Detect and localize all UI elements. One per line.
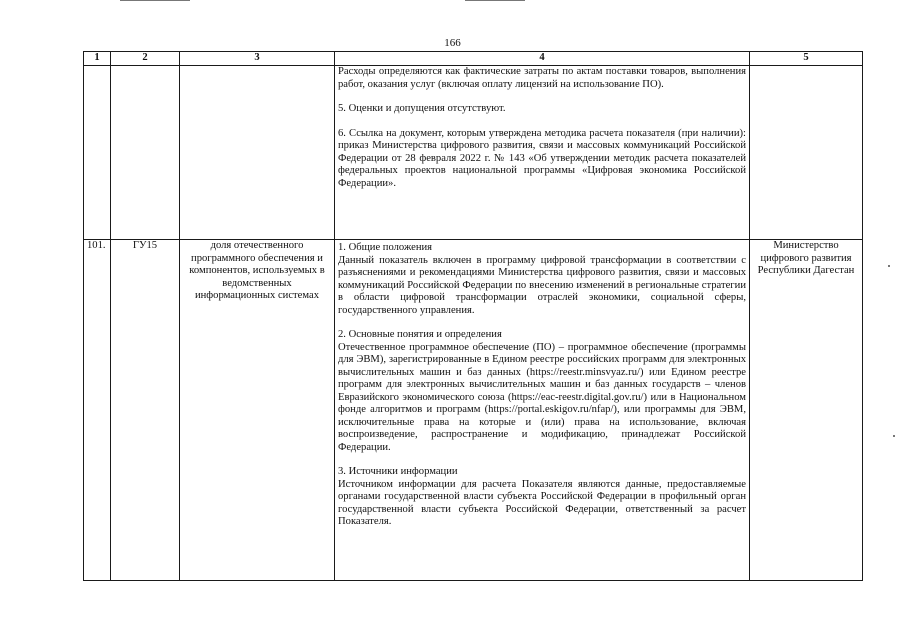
scan-artifact <box>893 435 895 437</box>
column-header-2: 2 <box>111 52 180 66</box>
table-row-continuation <box>84 66 863 240</box>
cell-number-empty <box>84 66 111 240</box>
cell-code-empty <box>111 66 180 240</box>
table-row <box>84 240 863 581</box>
section-title: 2. Основные понятия и определения <box>338 329 502 340</box>
column-header-4: 4 <box>335 52 750 66</box>
continuation-paragraph: Расходы определяются как фактические затраты по актам поставки товаров, выполнения работ, оказания услуг (включая оплату лицензий на использование ПО). <box>338 66 746 90</box>
row-indicator-name: доля отечественного программного обеспечения и компонентов, используемых в ведомственных информационных системах <box>180 240 335 581</box>
column-header-3: 3 <box>180 52 335 66</box>
indicators-table <box>83 51 863 581</box>
cell-indicator-empty <box>180 66 335 240</box>
cell-responsible-empty <box>750 66 863 240</box>
scan-artifact <box>120 0 190 1</box>
table-header-row <box>84 52 863 66</box>
row-number: 101. <box>84 240 111 581</box>
cell-methodology-continuation <box>335 66 750 240</box>
continuation-paragraph: 5. Оценки и допущения отсутствуют. <box>338 103 506 114</box>
row-responsible-body: Министерство цифрового развития Республики Дагестан <box>750 240 863 581</box>
section-text: Отечественное программное обеспечение (ПО) – программное обеспечение (программы для ЭВМ), зарегистрированные в Едином реестре российских программ для электронных вычислительных машин и баз данных (https://reestr.minsvyaz.ru/) или Едином реестре программ для электронных вычислительных машин и баз данных государств – членов Евразийского экономического союза (https://eac-reestr.digital.gov.ru/) или в Национальном фонде алгоритмов и программ (https://portal.eskigov.ru/nfap/), или программы для ЭВМ, исключительные права на которые и (или) права на использование, включая воспроизведение, распространение и модификацию, принадлежат Российской Федерации. <box>338 341 746 453</box>
section-title: 1. Общие положения <box>338 242 433 253</box>
section-text: Источником информации для расчета Показателя являются данные, предоставляемые органами государственной власти субъекта Российской Федерации в профильный орган государственной власти субъекта Российской Федерации, ответственный за расчет Показателя. <box>338 478 746 527</box>
column-header-1: 1 <box>84 52 111 66</box>
section-text: Данный показатель включен в программу цифровой трансформации в соответствии с разъяснениями и рекомендациями Министерства цифрового развития, связи и массовых коммуникаций Российской Федерации по внесению изменений в региональные стратегии в области цифровой трансформации отраслей экономики, социальной сферы, государственного управления. <box>338 254 746 316</box>
scan-artifact <box>465 0 525 1</box>
continuation-paragraph: 6. Ссылка на документ, которым утверждена методика расчета показателя (при наличии): приказ Министерства цифрового развития, связи и массовых коммуникаций Российской Федерации от 28 февраля 2022 г. № 143 «Об утверждении методик расчета показателей федеральных проектов национальной программы «Цифровая экономика Российской Федерации». <box>338 127 746 189</box>
row-code: ГУ15 <box>111 240 180 581</box>
scan-artifact <box>888 265 890 267</box>
page-number: 166 <box>444 37 461 49</box>
row-methodology <box>335 240 750 581</box>
section-title: 3. Источники информации <box>338 466 458 477</box>
column-header-5: 5 <box>750 52 863 66</box>
